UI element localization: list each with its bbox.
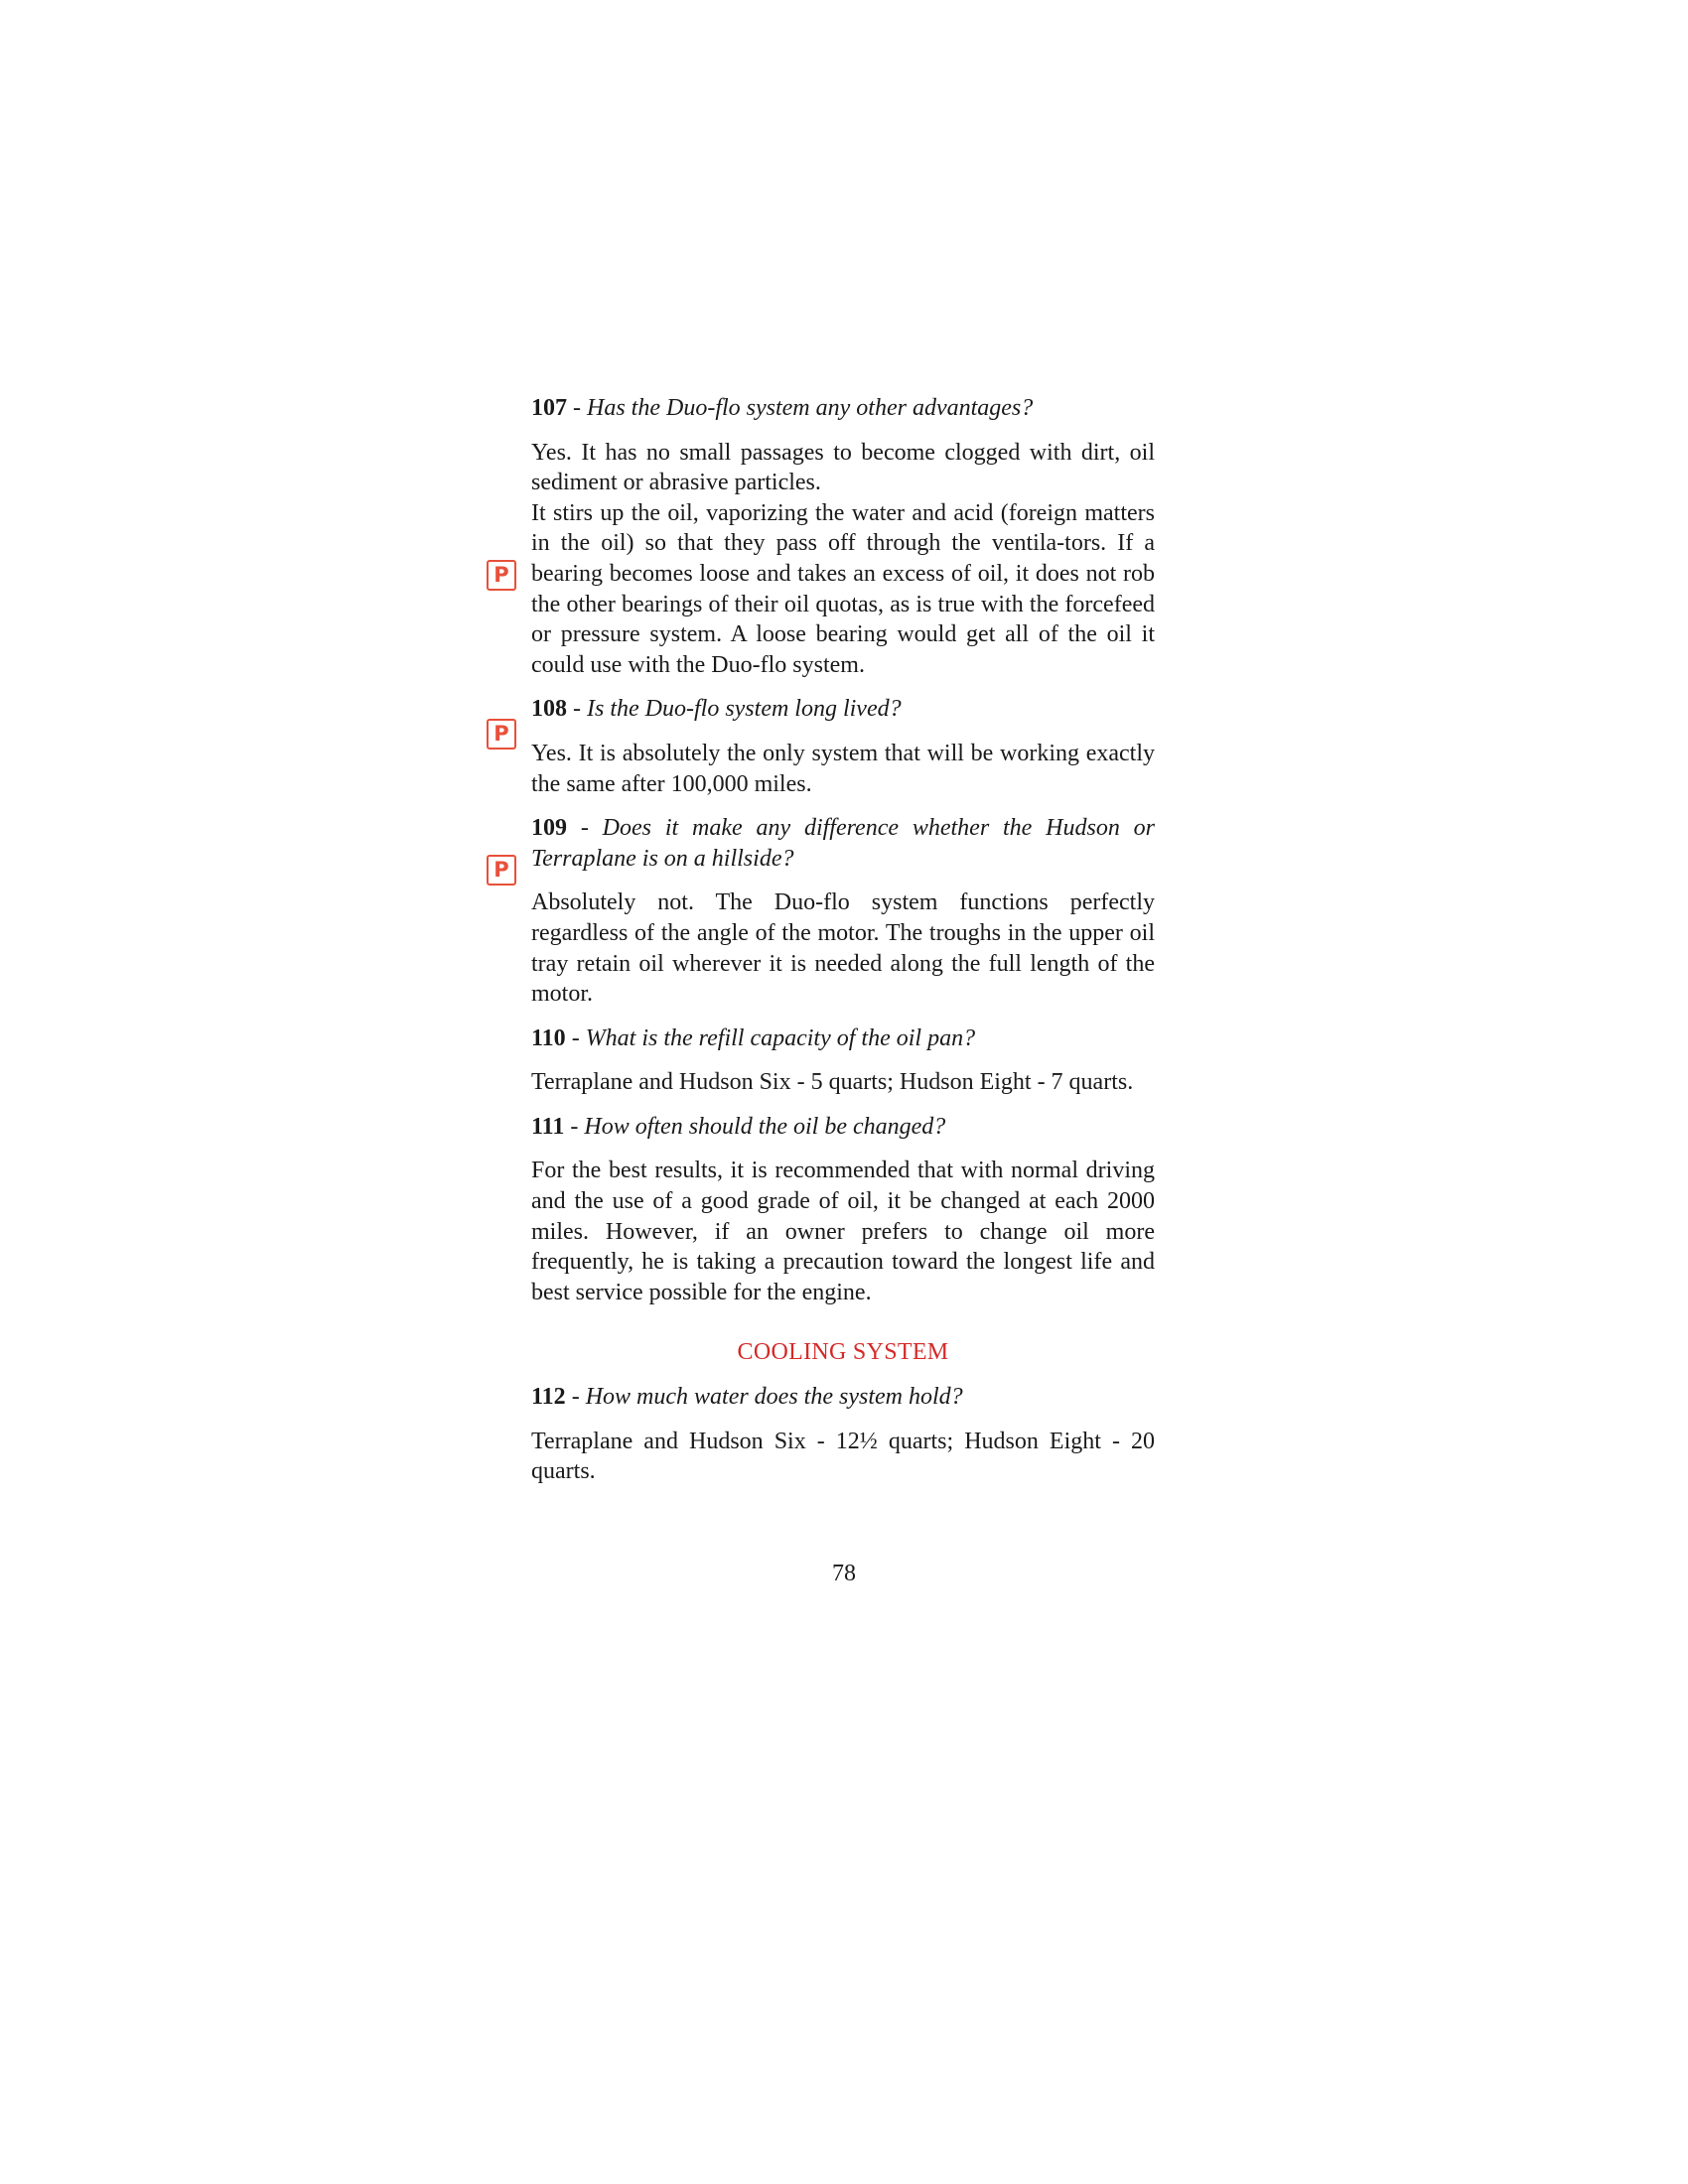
- question-separator: -: [567, 696, 587, 723]
- question-text: How often should the oil be changed?: [584, 1113, 946, 1140]
- question-number: 110: [531, 1024, 566, 1051]
- answer-111: [531, 1156, 1155, 1307]
- qa-107: [531, 393, 1155, 680]
- question-number: 107: [531, 395, 567, 421]
- question-separator: -: [567, 395, 587, 421]
- question-text: Is the Duo-flo system long lived?: [587, 696, 902, 723]
- question-111: [531, 1112, 1155, 1143]
- p-marker-icon[interactable]: [487, 719, 516, 750]
- answer-paragraph: Yes. It has no small passages to become clogged with dirt, oil sediment or abrasive particles.: [531, 439, 1155, 496]
- question-separator: -: [567, 815, 603, 842]
- qa-108: [531, 694, 1155, 799]
- qa-112: [531, 1382, 1155, 1487]
- page-content: [531, 393, 1155, 1501]
- marker-label: P: [493, 858, 509, 882]
- answer-paragraph: For the best results, it is recommended that with normal driving and the use of a good grade of oil, it be changed at each 2000 miles. However, if an owner prefers to change oil more frequently, he is taking a precaution toward the longest life and best service possible for the engine.: [531, 1158, 1155, 1305]
- qa-111: [531, 1112, 1155, 1308]
- qa-109: [531, 813, 1155, 1010]
- question-separator: -: [565, 1024, 586, 1051]
- section-heading: COOLING SYSTEM: [737, 1339, 949, 1366]
- page-number: 78: [832, 1561, 856, 1586]
- question-text: Does it make any difference whether the Hudson or Terraplane is on a hillside?: [531, 815, 1155, 872]
- answer-paragraph: It stirs up the oil, vaporizing the water and acid (foreign matters in the oil) so that they pass off through the ventila-tors. If a bearing becomes loose and takes an excess of oil, it does not rob the other bearings of their oil quotas, as is true with the forcefeed or pressure system. A loose bearing would get all of the oil it could use with the Duo-flo system.: [531, 499, 1155, 678]
- question-separator: -: [565, 1384, 586, 1411]
- answer-108: [531, 739, 1155, 799]
- answer-paragraph: Terraplane and Hudson Six - 12½ quarts; Hudson Eight - 20 quarts.: [531, 1428, 1155, 1485]
- qa-110: [531, 1024, 1155, 1098]
- answer-110: [531, 1067, 1155, 1098]
- marker-label: P: [493, 563, 509, 587]
- answer-109: [531, 887, 1155, 1009]
- question-number: 109: [531, 815, 567, 842]
- question-112: [531, 1382, 1155, 1413]
- answer-paragraph: Terraplane and Hudson Six - 5 quarts; Hudson Eight - 7 quarts.: [531, 1069, 1134, 1096]
- question-109: [531, 813, 1155, 874]
- question-108: [531, 694, 1155, 725]
- question-text: What is the refill capacity of the oil pan?: [585, 1024, 976, 1051]
- answer-paragraph: Yes. It is absolutely the only system that will be working exactly the same after 100,000 miles.: [531, 740, 1155, 797]
- question-number: 112: [531, 1384, 566, 1411]
- question-107: [531, 393, 1155, 424]
- p-marker-icon[interactable]: [487, 855, 516, 886]
- question-text: How much water does the system hold?: [585, 1384, 963, 1411]
- question-text: Has the Duo-flo system any other advantages?: [587, 395, 1034, 421]
- question-110: [531, 1024, 1155, 1054]
- question-number: 111: [531, 1113, 565, 1140]
- answer-107: [531, 438, 1155, 681]
- marker-label: P: [493, 722, 509, 746]
- p-marker-icon[interactable]: [487, 560, 516, 591]
- answer-112: [531, 1427, 1155, 1487]
- answer-paragraph: Absolutely not. The Duo-flo system functions perfectly regardless of the angle of the motor. The troughs in the upper oil tray retain oil wherever it is needed along the full length of the motor.: [531, 889, 1155, 1008]
- question-number: 108: [531, 696, 567, 723]
- question-separator: -: [564, 1113, 585, 1140]
